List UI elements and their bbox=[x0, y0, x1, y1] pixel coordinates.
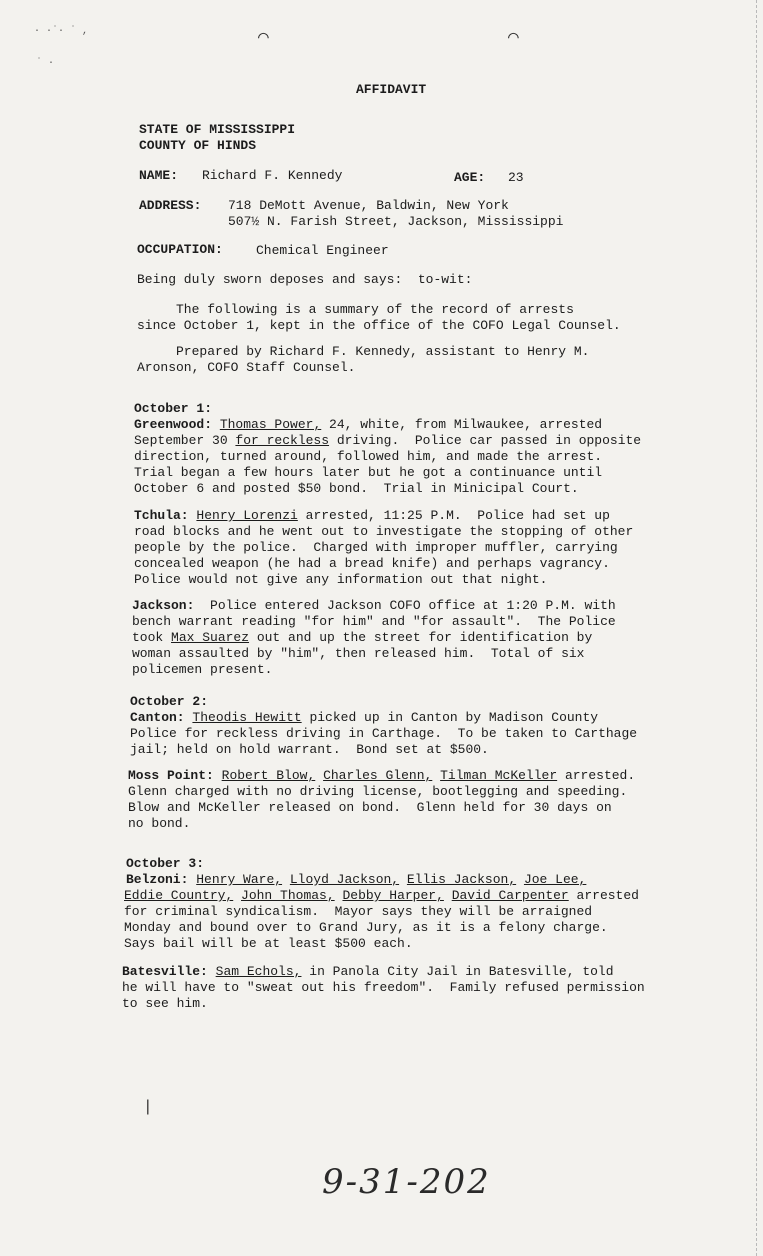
stray-mark: · ·˙· ˙ , bbox=[34, 26, 89, 37]
handwritten-document-number: 9-31-202 bbox=[322, 1162, 491, 1202]
summary-line-2: since October 1, kept in the office of the COFO Legal Counsel. bbox=[137, 318, 621, 333]
place-label: Moss Point: bbox=[128, 768, 214, 783]
arrestee-name: Debby Harper, bbox=[342, 888, 444, 903]
arrestee-name: Sam Echols, bbox=[215, 964, 302, 979]
entry-line: jail; held on hold warrant. Bond set at $500. bbox=[130, 742, 489, 757]
entry-line bbox=[124, 888, 639, 904]
entry-line bbox=[134, 508, 610, 524]
entry-line: Says bail will be at least $500 each. bbox=[124, 936, 413, 951]
place-label: Greenwood: bbox=[134, 417, 213, 432]
entry-line: Glenn charged with no driving license, bootlegging and speeding. bbox=[128, 784, 628, 799]
entry-line: Police would not give any information out that night. bbox=[134, 572, 548, 587]
age-value: 23 bbox=[508, 170, 524, 185]
county-line: COUNTY OF HINDS bbox=[139, 138, 257, 153]
entry-line bbox=[132, 598, 616, 614]
entry-line: for criminal syndicalism. Mayor says they will be arraigned bbox=[124, 904, 593, 919]
entry-line: to see him. bbox=[122, 996, 208, 1011]
entry-text: took bbox=[132, 630, 172, 645]
entry-line: Monday and bound over to Grand Jury, as it is a felony charge. bbox=[124, 920, 608, 935]
entry-text: picked up in Canton by Madison County bbox=[301, 710, 599, 725]
entry-line: Police for reckless driving in Carthage. To be taken to Carthage bbox=[130, 726, 638, 741]
occupation-value: Chemical Engineer bbox=[256, 243, 389, 258]
entry-line bbox=[128, 768, 635, 784]
arrestee-name: David Carpenter bbox=[451, 888, 569, 903]
summary-line-1: The following is a summary of the record of arrests bbox=[137, 302, 574, 317]
entry-text: out and up the street for identification by bbox=[249, 630, 593, 645]
sworn-statement: Being duly sworn deposes and says: to-wit: bbox=[137, 272, 473, 287]
stray-mark: ˙ · bbox=[36, 58, 55, 69]
entry-text: September 30 bbox=[134, 433, 236, 448]
age-label: AGE: bbox=[454, 170, 486, 185]
address-label: ADDRESS: bbox=[139, 198, 202, 213]
date-heading: October 2: bbox=[130, 694, 209, 709]
entry-line bbox=[122, 964, 614, 980]
place-label: Jackson: bbox=[132, 598, 195, 613]
entry-line: people by the police. Charged with improper muffler, carrying bbox=[134, 540, 618, 555]
arrestee-name: Robert Blow, bbox=[221, 768, 316, 783]
entry-line bbox=[130, 710, 598, 726]
arrestee-name: Eddie Country, bbox=[124, 888, 234, 903]
arrestee-name: John Thomas, bbox=[241, 888, 335, 903]
entry-line: Blow and McKeller released on bond. Glenn held for 30 days on bbox=[128, 800, 612, 815]
entry-line: direction, turned around, followed him, and made the arrest. bbox=[134, 449, 603, 464]
state-line: STATE OF MISSISSIPPI bbox=[139, 122, 296, 137]
entry-line: woman assaulted by "him", then released him. Total of six bbox=[132, 646, 585, 661]
address-line-2: 507½ N. Farish Street, Jackson, Mississippi bbox=[228, 214, 564, 229]
punch-mark-left: ⌒ bbox=[258, 28, 269, 48]
place-label: Batesville: bbox=[122, 964, 208, 979]
date-heading: October 1: bbox=[134, 401, 213, 416]
entry-text: Police entered Jackson COFO office at 1:20 P.M. with bbox=[194, 598, 616, 613]
page-title: AFFIDAVIT bbox=[356, 82, 427, 97]
entry-line bbox=[134, 417, 602, 433]
arrestee-name: Ellis Jackson, bbox=[406, 872, 517, 887]
arrestee-name: Lloyd Jackson, bbox=[289, 872, 400, 887]
arrestee-name: Tilman McKeller bbox=[440, 768, 558, 783]
arrestee-name: Joe Lee, bbox=[523, 872, 587, 887]
entry-line bbox=[126, 872, 586, 888]
entry-line bbox=[134, 433, 641, 449]
place-label: Canton: bbox=[130, 710, 185, 725]
entry-text: arrested bbox=[568, 888, 639, 903]
entry-text: in Panola City Jail in Batesville, told bbox=[301, 964, 614, 979]
stray-mark: | bbox=[143, 1098, 153, 1116]
entry-line: bench warrant reading "for him" and "for assault". The Police bbox=[132, 614, 616, 629]
entry-text: for reckless bbox=[235, 433, 330, 448]
date-heading: October 3: bbox=[126, 856, 205, 871]
arrestee-name: Henry Ware, bbox=[196, 872, 283, 887]
occupation-label: OCCUPATION: bbox=[137, 242, 223, 257]
name-value: Richard F. Kennedy bbox=[202, 168, 343, 183]
place-label: Tchula: bbox=[134, 508, 189, 523]
entry-text: driving. Police car passed in opposite bbox=[329, 433, 642, 448]
punch-mark-right: ⌒ bbox=[508, 28, 519, 48]
prepared-line-1: Prepared by Richard F. Kennedy, assistant to Henry M. bbox=[137, 344, 590, 359]
name-label: NAME: bbox=[139, 168, 179, 183]
entry-text: arrested. bbox=[557, 768, 636, 783]
prepared-line-2: Aronson, COFO Staff Counsel. bbox=[137, 360, 356, 375]
entry-line: road blocks and he went out to investigate the stopping of other bbox=[134, 524, 634, 539]
entry-line: Trial began a few hours later but he got a continuance until bbox=[134, 465, 603, 480]
page-edge bbox=[756, 0, 763, 1256]
entry-text: arrested, 11:25 P.M. Police had set up bbox=[297, 508, 610, 523]
address-line-1: 718 DeMott Avenue, Baldwin, New York bbox=[228, 198, 509, 213]
entry-line: concealed weapon (he had a bread knife) and perhaps vagrancy. bbox=[134, 556, 610, 571]
entry-line: no bond. bbox=[128, 816, 191, 831]
arrestee-name: Henry Lorenzi bbox=[196, 508, 298, 523]
place-label: Belzoni: bbox=[126, 872, 189, 887]
entry-line: policemen present. bbox=[132, 662, 273, 677]
arrestee-name: Charles Glenn, bbox=[323, 768, 433, 783]
arrestee-name: Max Suarez bbox=[171, 630, 250, 645]
entry-line: October 6 and posted $50 bond. Trial in Minicipal Court. bbox=[134, 481, 579, 496]
arrestee-name: Thomas Power, bbox=[219, 417, 322, 432]
entry-line: he will have to "sweat out his freedom". Family refused permission bbox=[122, 980, 645, 995]
arrestee-name: Theodis Hewitt bbox=[192, 710, 302, 725]
entry-line bbox=[132, 630, 592, 646]
entry-text: 24, white, from Milwaukee, arrested bbox=[321, 417, 603, 432]
